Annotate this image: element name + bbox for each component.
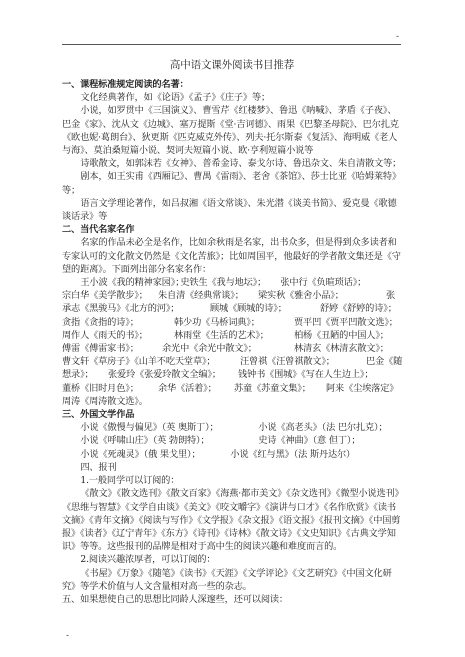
works-row (62, 276, 402, 289)
works-row (62, 289, 402, 302)
paragraph-classics: 文化经典著作，如《论语》《孟子》《庄子》等； (80, 92, 271, 104)
work-item: 宗白华《美学散步》； (62, 290, 148, 302)
work-item: 承志《黑骏马》《北方的河》； (62, 303, 180, 315)
foreign-row (62, 434, 402, 447)
works-row (62, 395, 402, 408)
work-item: 小说《高老头》（法 巴尔扎克）； (258, 422, 388, 434)
paragraph-dramas: 剧本，如王实甫《西厢记》、曹禺《雷雨》、老舍《茶馆》、莎士比亚《哈姆莱特》等； (62, 171, 401, 196)
work-item: 巴金《随 (366, 356, 403, 368)
work-item: 小说《呼啸山庄》（英 勃朗特）； (80, 435, 210, 447)
paragraph-theory: 语言文学理论著作，如吕叔湘《语文常谈》、朱光潜《谈美书简》、爱克曼《歌德谈话录》等 (62, 197, 397, 223)
work-item: 小说《红与黑》（法 斯丹达尔） (230, 448, 356, 460)
work-item: 傅雷《傅雷家书》； (62, 343, 139, 355)
work-item: 史铁生《我与地坛》； (180, 277, 267, 289)
work-item: 张中行《负暄琐话》； (280, 277, 367, 289)
document-body (62, 56, 402, 606)
foreign-row (62, 421, 402, 434)
work-item: 顾城《顾城的诗》； (210, 303, 287, 315)
works-row (62, 329, 402, 342)
work-item: 韩少功《马桥词典》； (174, 316, 260, 328)
work-item: 贾平凹《贾平凹散文选》； (294, 316, 398, 328)
section-heading-1: 一、课程标准规定阅读的名著： (62, 79, 189, 90)
work-item: 贪指《贪指的诗》； (62, 316, 139, 328)
work-item: 曹文轩《草房子》《山羊不吃天堂草》； (62, 356, 216, 368)
works-row (62, 316, 402, 329)
paragraph-poems: 诗歌散文，如郭沫若《女神》、普希金诗、泰戈尔诗、鲁迅杂文、朱自清散文等； (80, 158, 402, 170)
subheading-general: 1.一般同学可以订阅的： (80, 475, 180, 487)
paragraph-intro: 名家的作品未必全是名作，比如余秋雨是名家，出书众多，但是得到众多读者和专家认可的文化散文仍然是《文化苦旅》；比如周国平，他最好的学者散文集还是《守望的距离》。下面列出部分名家名作： (62, 237, 401, 275)
work-item: 苏童《苏童文集》； (234, 382, 311, 394)
foreign-row (62, 448, 402, 461)
work-item: 余光中《余光中散文》； (162, 343, 257, 355)
work-item: 林清玄《林清玄散文》； (294, 343, 389, 355)
work-item: 舒婷《舒婷的诗》； (320, 303, 397, 315)
work-item: 小说《死魂灵》（俄 果戈里）； (80, 448, 201, 460)
section-heading-5: 五、如果想使自己的思想比同龄人深邃些，还可以阅读： (62, 593, 288, 605)
work-item: 周作人《雨天的书》； (62, 329, 148, 341)
section-heading-3: 三、外国文学作品 (62, 409, 135, 421)
section-heading-2: 二、当代名家名作 (62, 224, 135, 236)
works-row (62, 302, 402, 315)
work-item: 想录》； (62, 369, 94, 381)
works-row (62, 355, 402, 368)
page-footer-mark: - (66, 631, 70, 641)
work-item: 汪曾祺《汪曾祺散文》； (240, 356, 335, 368)
work-item: 史诗《神曲》（意 但丁）； (258, 435, 361, 447)
work-item: 张 (386, 290, 396, 302)
header-rule (62, 44, 401, 45)
work-item: 梁实秋《雅舍小品》； (258, 290, 344, 302)
work-item: 周涛《周涛散文选》。 (62, 395, 148, 407)
works-row (62, 382, 402, 395)
works-row (62, 342, 402, 355)
paragraph-novels: 小说，如罗贯中《三国演义》、曹雪芹《红楼梦》、鲁迅《呐喊》、茅盾《子夜》、巴金《家》、沈从文《边城》、塞万提斯《堂·吉诃德》、雨果《巴黎圣母院》、巴尔扎克《欧也妮·葛朗台》、狄更斯《匹克威克外传》、列夫·托尔斯泰《复活》、海明威《老人与海》、莫泊桑短篇小说、契诃夫短篇小说、欧·亨利短篇小说等 (62, 105, 399, 157)
work-item: 董桥《旧时月色》； (62, 382, 139, 394)
work-item: 柏杨《丑陋的中国人》； (294, 329, 389, 341)
page-marker: - (395, 32, 399, 42)
periodicals-list-general: 《散文》《散文选刊》《散文百家》《海燕·都市美文》《杂文选刊》《微型小说选刊》《思维与智慧》《文学自由谈》《美文》《咬文嚼字》《演讲与口才》《名作欣赏》《读书文摘》《青年文摘》《阅读与写作》《文学报》《杂文报》《语文报》《报刊文摘》《中国剪报》《读者》《辽宁青年》《东方》《诗刊》《诗林》《散文诗》《文史知识》《古典文学知识》等等。这些报刊的品牌是相对于高中生的阅读兴趣和难度而言的。 (62, 488, 401, 553)
work-item: 张爱玲《张爱玲散文全编》； (108, 369, 221, 381)
work-item: 余华《活着》； (158, 382, 217, 394)
work-item: 林雨堂《生活的艺术》； (174, 329, 269, 341)
subheading-advanced: 2.阅读兴趣浓厚者，可以订阅的： (80, 554, 216, 566)
work-item: 小说《傲慢与偏见》（英 奥斯丁）； (80, 422, 219, 434)
periodicals-list-advanced: 《书屋》《万象》《随笔》《读书》《天涯》《文学评论》《文艺研究》《中国文化研究》等学术价值与人文含量相对高一些的杂志。 (62, 567, 392, 592)
page-title: 高中语文课外阅读书目推荐 (169, 59, 295, 71)
work-item: 阿来《尘埃落定》 (326, 382, 399, 394)
works-row (62, 368, 402, 381)
section-heading-4: 四、报刊 (80, 461, 117, 473)
work-item: 朱自清《经典常谈》； (158, 290, 244, 302)
work-item: 钱钟书《围城》《写在人生边上》； (238, 369, 374, 381)
work-item: 王小波《我的精神家园》； (80, 277, 185, 289)
